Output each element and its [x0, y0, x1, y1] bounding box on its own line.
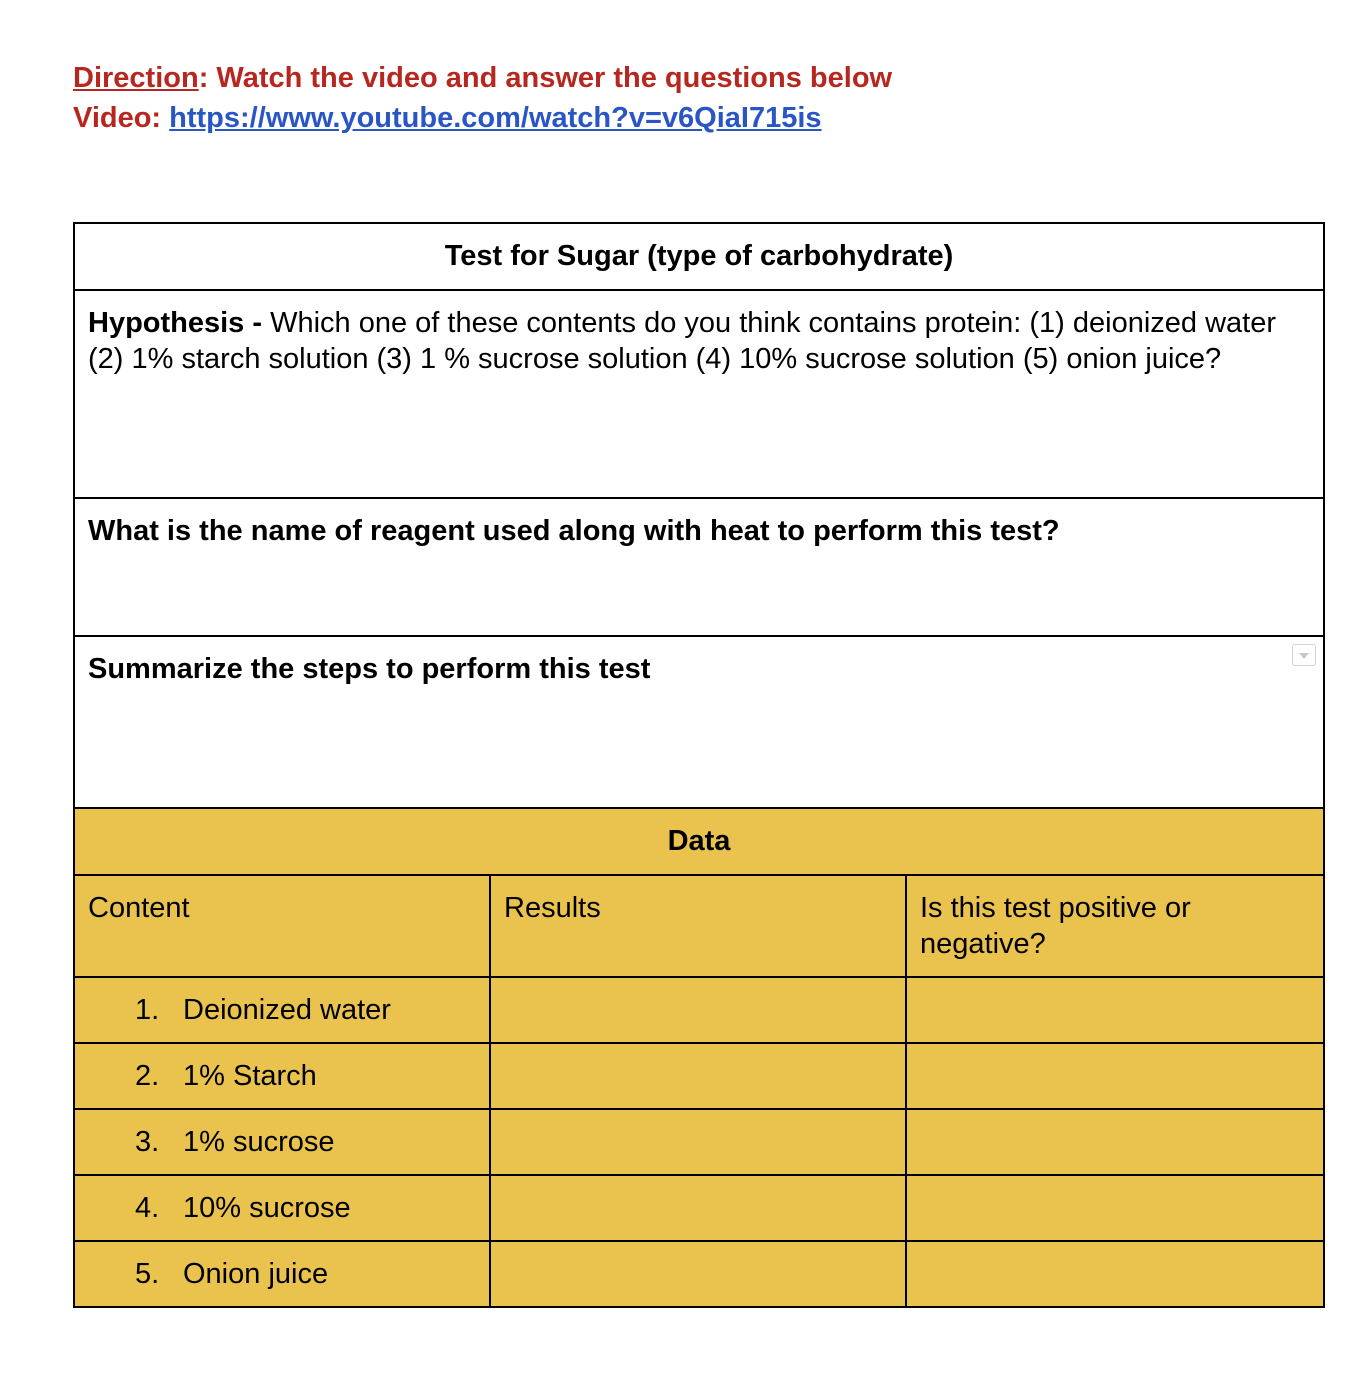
result-cell[interactable] [490, 1241, 906, 1307]
chevron-down-icon[interactable] [1292, 644, 1316, 666]
hypothesis-cell[interactable] [74, 290, 1324, 498]
content-cell [74, 977, 490, 1043]
result-cell[interactable] [490, 1109, 906, 1175]
row-content: 1% sucrose [183, 1126, 335, 1158]
hypothesis-text: Which one of these contents do you think contains protein: (1) deionized water (2) 1% starch solution (3) 1 % sucrose solution (4) 10% sucrose solution (5) onion juice? [88, 307, 1277, 375]
content-cell [74, 1043, 490, 1109]
content-cell [74, 1109, 490, 1175]
table-row [74, 1241, 1324, 1307]
content-cell [74, 1175, 490, 1241]
table-row [74, 1175, 1324, 1241]
worksheet-table [73, 222, 1325, 1308]
positive-negative-cell[interactable] [906, 1175, 1324, 1241]
video-line [73, 98, 892, 138]
result-cell[interactable] [490, 977, 906, 1043]
row-content: 1% Starch [183, 1060, 317, 1092]
positive-negative-cell[interactable] [906, 1109, 1324, 1175]
positive-negative-cell[interactable] [906, 977, 1324, 1043]
column-header-content: Content [74, 875, 490, 977]
row-content: 10% sucrose [183, 1192, 351, 1224]
row-content: Deionized water [183, 994, 391, 1026]
row-number: 4. [135, 1192, 160, 1224]
row-number: 3. [135, 1126, 160, 1158]
video-link[interactable]: https://www.youtube.com/watch?v=v6QiaI715is [169, 102, 822, 134]
direction-label: Direction [73, 62, 199, 94]
reagent-question-cell[interactable] [74, 498, 1324, 636]
video-label: Video: [73, 102, 170, 134]
steps-cell[interactable] [74, 636, 1324, 808]
table-row [74, 977, 1324, 1043]
table-row [74, 1109, 1324, 1175]
reagent-question: What is the name of reagent used along with heat to perform this test? [88, 515, 1060, 547]
result-cell[interactable] [490, 1043, 906, 1109]
data-heading: Data [74, 808, 1324, 875]
positive-negative-cell[interactable] [906, 1241, 1324, 1307]
direction-text: : Watch the video and answer the questions below [198, 62, 893, 94]
steps-prompt: Summarize the steps to perform this test [88, 653, 651, 685]
column-header-positive-negative: Is this test positive or negative? [906, 875, 1324, 977]
result-cell[interactable] [490, 1175, 906, 1241]
hypothesis-label: Hypothesis - [88, 307, 263, 339]
positive-negative-cell[interactable] [906, 1043, 1324, 1109]
directions-block [73, 58, 892, 138]
row-number: 5. [135, 1258, 160, 1290]
row-content: Onion juice [183, 1258, 329, 1290]
table-row [74, 1043, 1324, 1109]
row-number: 2. [135, 1060, 160, 1092]
content-cell [74, 1241, 490, 1307]
worksheet-title: Test for Sugar (type of carbohydrate) [74, 223, 1324, 290]
column-header-results: Results [490, 875, 906, 977]
direction-line [73, 58, 892, 98]
row-number: 1. [135, 994, 160, 1026]
